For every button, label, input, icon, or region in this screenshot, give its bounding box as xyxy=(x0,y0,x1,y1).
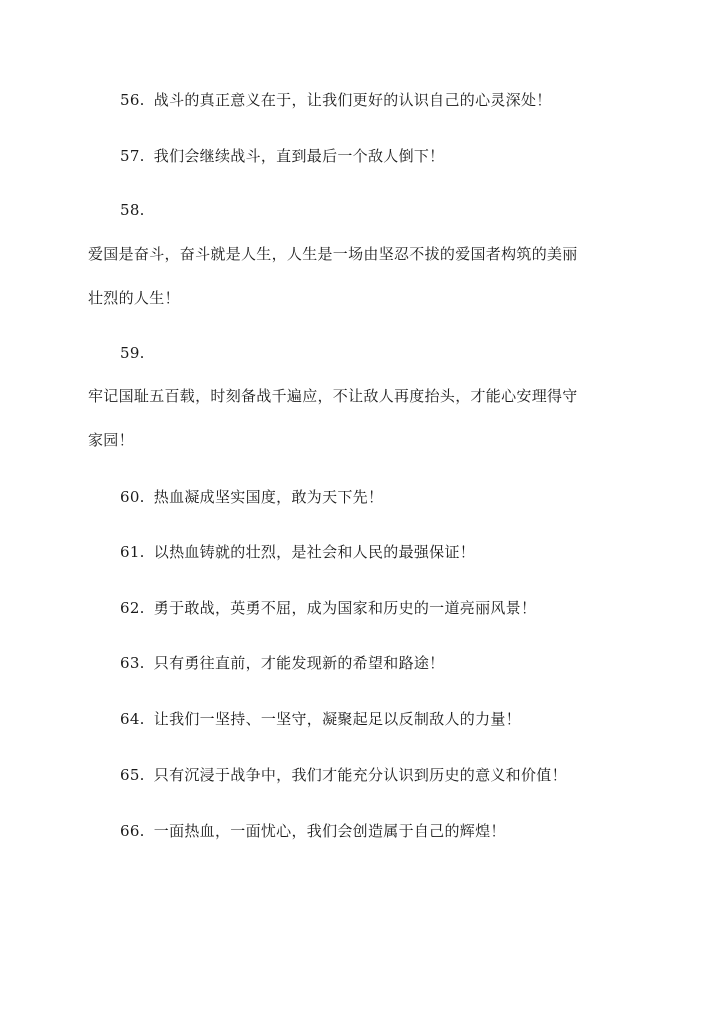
list-item-56 xyxy=(120,90,552,110)
list-item-57 xyxy=(120,146,444,166)
item-text: 一面热血，一面忧心，我们会创造属于自己的辉煌！ xyxy=(153,822,506,840)
list-item-63 xyxy=(120,653,444,673)
list-item-59-line1: 牢记国耻五百载，时刻备战千遍应，不让敌人再度抬头，才能心安理得守 xyxy=(88,387,578,405)
item-number: 66. xyxy=(120,822,145,840)
list-item-58-line2: 壮烈的人生！ xyxy=(88,289,180,307)
item-text: 我们会继续战斗，直到最后一个敌人倒下！ xyxy=(153,147,445,165)
item-number: 56. xyxy=(120,91,145,109)
item-number: 63. xyxy=(120,654,145,672)
item-number: 57. xyxy=(120,147,145,165)
list-item-62 xyxy=(120,598,536,618)
item-text: 只有沉浸于战争中，我们才能充分认识到历史的意义和价值！ xyxy=(153,766,567,784)
list-item-61 xyxy=(120,542,475,562)
list-item-64 xyxy=(120,709,521,729)
item-number: 58. xyxy=(120,201,145,219)
item-number: 59. xyxy=(120,344,145,362)
list-item-59-number xyxy=(120,343,154,363)
list-item-60 xyxy=(120,487,383,507)
item-number: 65. xyxy=(120,766,145,784)
list-item-59-line2: 家园！ xyxy=(88,431,134,449)
item-number: 64. xyxy=(120,710,145,728)
item-text: 热血凝成坚实国度，敢为天下先！ xyxy=(153,488,384,506)
item-text: 战斗的真正意义在于，让我们更好的认识自己的心灵深处！ xyxy=(153,91,552,109)
item-text: 以热血铸就的壮烈，是社会和人民的最强保证！ xyxy=(153,543,476,561)
item-text: 只有勇往直前，才能发现新的希望和路途！ xyxy=(153,654,445,672)
item-number: 60. xyxy=(120,488,145,506)
item-number: 61. xyxy=(120,543,145,561)
list-item-65 xyxy=(120,765,567,785)
list-item-58-number xyxy=(120,200,154,220)
list-item-58-line1: 爱国是奋斗，奋斗就是人生，人生是一场由坚忍不拔的爱国者构筑的美丽 xyxy=(88,245,578,263)
list-item-66 xyxy=(120,821,506,841)
item-text: 勇于敢战，英勇不屈，成为国家和历史的一道亮丽风景！ xyxy=(153,599,537,617)
item-number: 62. xyxy=(120,599,145,617)
item-text: 让我们一坚持、一坚守，凝聚起足以反制敌人的力量！ xyxy=(153,710,521,728)
